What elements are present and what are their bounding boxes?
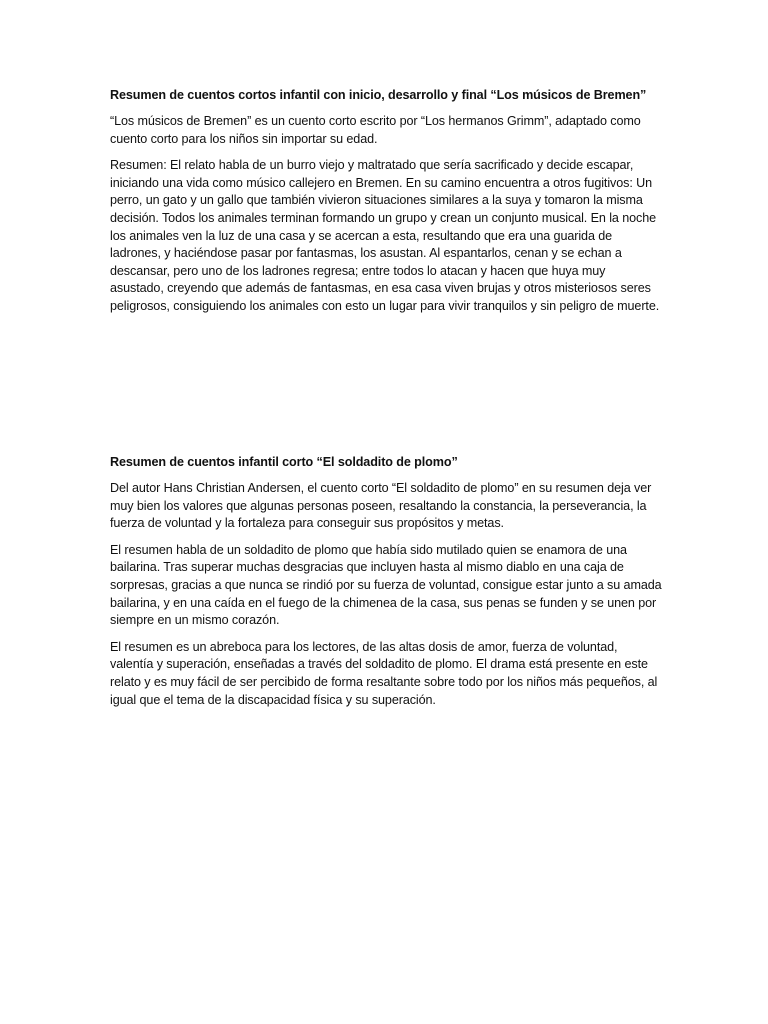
section-heading: Resumen de cuentos infantil corto “El soldadito de plomo” — [110, 455, 458, 469]
paragraph: “Los músicos de Bremen” es un cuento corto escrito por “Los hermanos Grimm”, adaptado como cuento corto para los niños sin importar su edad. — [110, 114, 641, 146]
section-soldadito-de-plomo — [110, 453, 662, 718]
section-heading: Resumen de cuentos cortos infantil con inicio, desarrollo y final “Los músicos de Bremen” — [110, 88, 647, 102]
paragraph: Del autor Hans Christian Andersen, el cuento corto “El soldadito de plomo” en su resumen deja ver muy bien los valores que algunas personas poseen, resaltando la constancia, la perseverancia, la fuerza de voluntad y la fortaleza para conseguir sus propósitos y metas. — [110, 481, 652, 531]
paragraph: Resumen: El relato habla de un burro viejo y maltratado que sería sacrificado y decide escapar, iniciando una vida como músico callejero en Bremen. En su camino encuentra a otros fugitivos: Un perro, un gato y un gallo que también vivieron situaciones similares a la suya y tomaron la misma decisión. Todos los animales terminan formando un grupo y crean un conjunto musical. En la noche los animales ven la luz de una casa y se acercan a esta, resultando que era una guarida de ladrones, y haciéndose pasar por fantasmas, los asustan. Al espantarlos, cenan y se echan a descansar, pero uno de los ladrones regresa; entre todos lo atacan y hacen que huya muy asustado, creyendo que además de fantasmas, en esa casa viven brujas y otros misteriosos seres peligrosos, consiguiendo los animales con esto un lugar para vivir tranquilos y sin peligro de muerte. — [110, 158, 660, 313]
paragraph: El resumen es un abreboca para los lectores, de las altas dosis de amor, fuerza de voluntad, valentía y superación, enseñadas a través del soldadito de plomo. El drama está presente en este relato y es muy fácil de ser percibido de forma resaltante sobre todo por los niños más pequeños, al igual que el tema de la discapacidad física y su superación. — [110, 639, 658, 707]
section-musicos-de-bremen — [110, 86, 662, 325]
paragraph: El resumen habla de un soldadito de plomo que había sido mutilado quien se enamora de una bailarina. Tras superar muchas desgracias que incluyen hasta al mismo diablo en una caja de sorpresas, gracias a que nunca se rindió por su fuerza de voluntad, consigue estar junto a su amada bailarina, y en una caída en el fuego de la chimenea de la casa, sus penas se funden y se unen por siempre en un mismo corazón. — [110, 542, 662, 628]
